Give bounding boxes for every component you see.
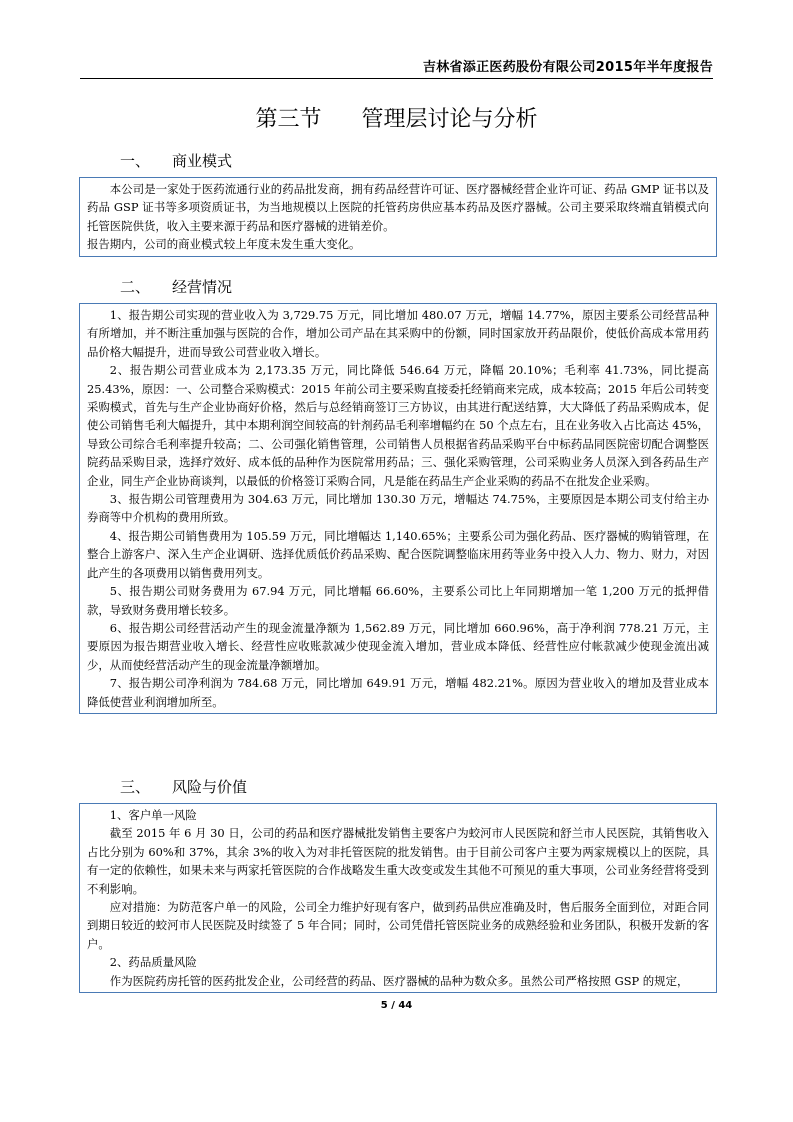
paragraph: 6、报告期公司经营活动产生的现金流量净额为 1,562.89 万元，同比增加 660.96%，高于净利润 778.21 万元，主要原因为报告期营业收入增长、经营性应收账款减少使现金流入增加，营业成本降低、经营性应付帐款减少使现金流出减少，从而使经营活动产生的现金流量净额增加。 (87, 620, 709, 672)
paragraph: 截至 2015 年 6 月 30 日，公司的药品和医疗器械批发销售主要客户为蛟河市人民医院和舒兰市人民医院，其销售收入占比分别为 60%和 37%，其余 3%的收入为对非托管医院的批发销售。由于目前公司客户主要为两家规模以上的医院，具有一定的依赖性，如果未来与两家托管医院的合作战略发生重大改变或发生其他不可预见的重大事项，公司业务经营将受到不利影响。 (87, 826, 709, 896)
section-title: 经营情况 (172, 278, 233, 296)
paragraph: 2、药品质量风险 (109, 955, 197, 970)
operations-box (79, 303, 717, 714)
section-number: 一、 (120, 152, 151, 170)
risks-box (79, 803, 717, 993)
section-heading-risks (120, 776, 247, 797)
section-title: 商业模式 (172, 152, 233, 170)
paragraph: 7、报告期公司净利润为 784.68 万元，同比增加 649.91 万元，增幅 482.21%。原因为营业收入的增加及营业成本降低使营业利润增加所至。 (87, 676, 709, 709)
paragraph: 3、报告期公司管理费用为 304.63 万元，同比增加 130.30 万元，增幅达 74.75%，主要原因是本期公司支付给主办券商等中介机构的费用所致。 (87, 492, 709, 525)
chapter-name: 管理层讨论与分析 (361, 107, 538, 132)
paragraph: 4、报告期公司销售费用为 105.59 万元，同比增幅达 1,140.65%；主要系公司为强化药品、医疗器械的购销管理，在整合上游客户、深入生产企业调研、选择优质低价药品采购、配合医院调整临床用药等业务中投入人力、物力、财力，对因此产生的各项费用以销售费用列支。 (87, 528, 709, 580)
paragraph: 5、报告期公司财务费用为 67.94 万元，同比增幅 66.60%，主要系公司比上年同期增加一笔 1,200 万元的抵押借款，导致财务费用增长较多。 (87, 584, 709, 617)
business-model-box (79, 177, 717, 257)
section-title: 风险与价值 (172, 778, 248, 796)
paragraph: 2、报告期公司营业成本为 2,173.35 万元，同比降低 546.64 万元，降幅 20.10%；毛利率 41.73%，同比提高 25.43%，原因：一、公司整合采购模式：2015 年前公司主要采购直接委托经销商来完成，成本较高；2015 年后公司转变采购模式，首先与生产企业协商好价格，然后与总经销商签订三方协议，由其进行配送结算，大大降低了药品采购成本，促使公司销售毛利大幅提升，其中本期利润空间较高的针剂药品毛利率增幅约在 50 个点左右，且在业务收入占比高达 45%，导致公司综合毛利率提升较高；二、公司强化销售管理，公司销售人员根据省药品采购平台中标药品同医院密切配合调整医院药品采购目录，选择疗效好、成本低的品种作为医院常用药品；三、强化采购管理，公司采购业务人员深入到各药品生产企业，同生产企业协商谈判，以最低的价格签订采购合同，凡是能在药品生产企业采购的药品不在批发企业采购。 (87, 363, 709, 488)
section-heading-business-model (120, 150, 232, 171)
chapter-title (0, 102, 793, 133)
paragraph: 1、客户单一风险 (109, 808, 197, 822)
report-title: 吉林省添正医药股份有限公司2015年半年度报告 (422, 60, 713, 75)
paragraph: 作为医院药房托管的医药批发企业，公司经营的药品、医疗器械的品种为数众多。虽然公司严格按照 GSP 的规定， (109, 973, 689, 988)
chapter-number: 第三节 (255, 107, 322, 132)
report-header (80, 56, 713, 79)
paragraph: 应对措施：为防范客户单一的风险，公司全力维护好现有客户，做到药品供应准确及时，售后服务全面到位，对距合同到期日较近的蛟河市人民医院及时续签了 5 年合同；同时，公司凭借托管医院业务的成熟经验和业务团队，积极开发新的客户。 (87, 900, 709, 951)
section-heading-operations (120, 276, 232, 297)
paragraph: 报告期内，公司的商业模式较上年度未发生重大变化。 (87, 237, 361, 252)
page-number: 5 / 44 (380, 1000, 413, 1011)
section-number: 三、 (120, 778, 151, 796)
paragraph: 本公司是一家处于医药流通行业的药品批发商，拥有药品经营许可证、医疗器械经营企业许可证、药品 GMP 证书以及药品 GSP 证书等多项资质证书，为当地规模以上医院的托管药房供应基本药品及医疗器械。公司主要采取终端直销模式向托管医院供货，收入主要来源于药品和医疗器械的进销差价。 (87, 182, 709, 233)
paragraph: 1、报告期公司实现的营业收入为 3,729.75 万元，同比增加 480.07 万元，增幅 14.77%，原因主要系公司经营品种有所增加，并不断注重加强与医院的合作，增加公司产品在其采购中的份额，同时国家放开药品限价，使低价高成本常用药品价格大幅提升，进而导致公司营业收入增长。 (87, 308, 709, 359)
section-number: 二、 (120, 278, 151, 296)
